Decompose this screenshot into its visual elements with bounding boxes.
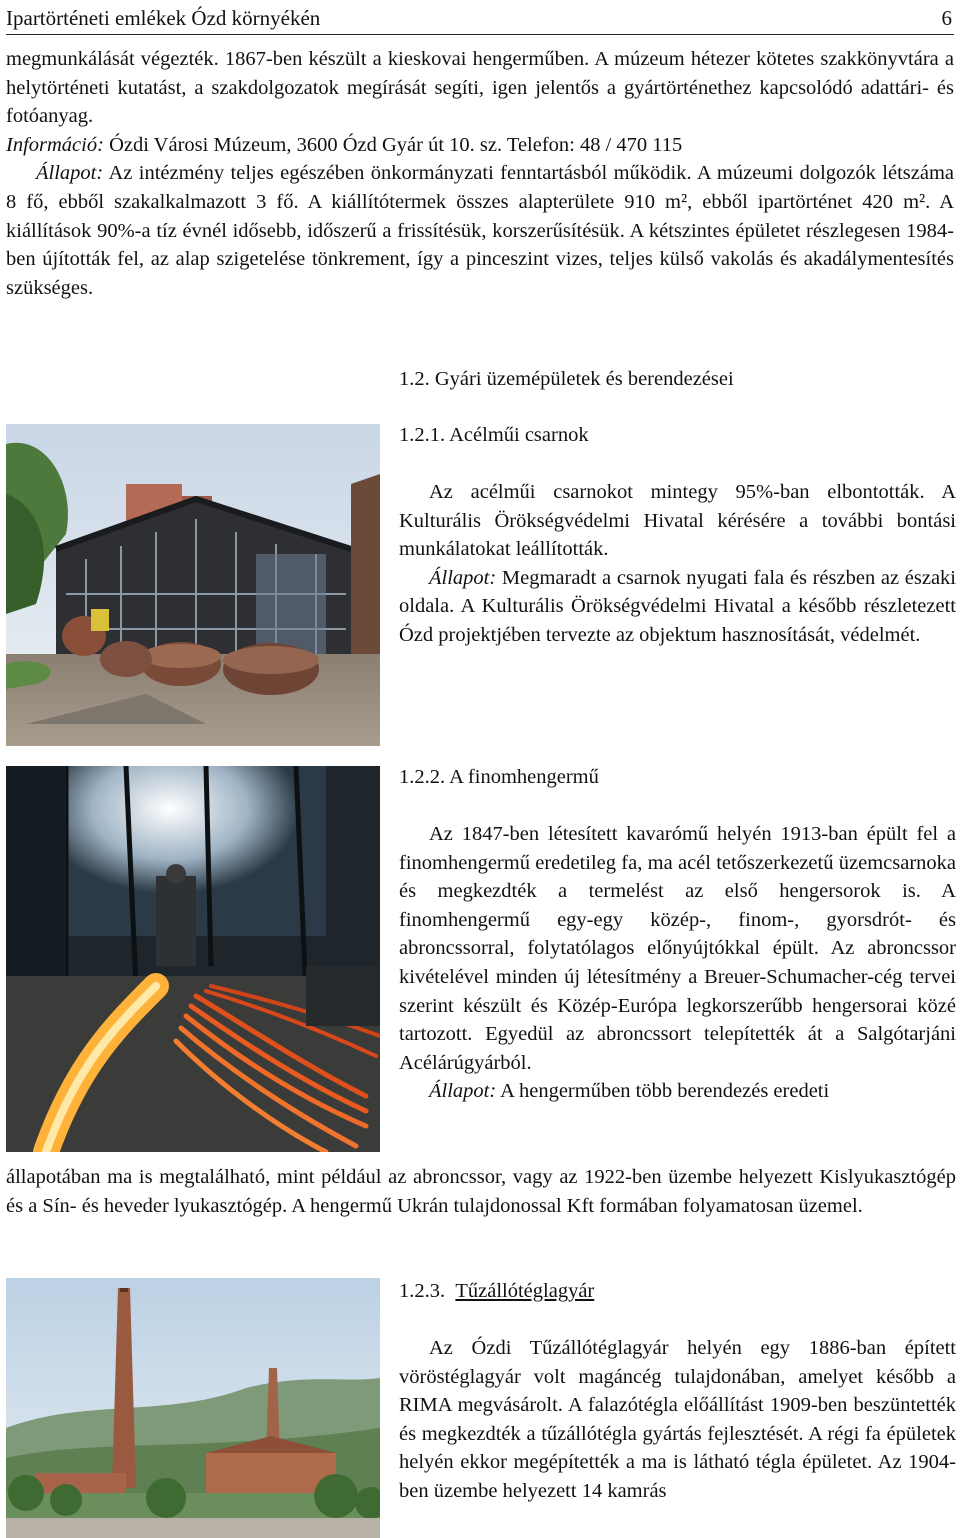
brickworks-text xyxy=(399,1334,956,1506)
section-heading-1-2-1: 1.2.1. Acélműi csarnok xyxy=(399,424,589,446)
section-heading-1-2: 1.2. Gyári üzemépületek és berendezései xyxy=(399,368,734,390)
status-label: Állapot: xyxy=(36,162,104,185)
status-label: Állapot: xyxy=(429,566,497,589)
steelworks-status: Állapot: Megmaradt a csarnok nyugati fala és részben az északi oldala. A Kulturális Örökségvédelmi Hivatal a később részletezett Ózd projektjében tervezte az objektum hasznosítását, védelmét. xyxy=(399,566,956,646)
header-title: Ipartörténeti emlékek Ózd környékén xyxy=(6,6,321,30)
info-label: Információ: xyxy=(6,133,104,156)
steelworks-text xyxy=(399,478,956,650)
rolling-mill-photo xyxy=(6,766,380,1152)
museum-text xyxy=(6,45,954,302)
rolling-mill-status: Állapot: A hengerműben több berendezés eredeti xyxy=(429,1080,830,1103)
status-label: Állapot: xyxy=(429,1080,497,1103)
museum-paragraph: megmunkálását végezték. 1867-ben készült a kieskovai hengerműben. A múzeum hétezer kötetes szakkönyvtára a helytörténeti kutatást, a szakdolgozatok megírását segíti, igen jelentős a gyártörténethez kapcsolódó adattári- és fotóanyag. xyxy=(6,48,954,128)
museum-status: Állapot: Az intézmény teljes egészében önkormányzati fenntartásból működik. A múzeumi dolgozók létszáma 8 fő, ebből szakalkalmazott 3 fő. A kiállítótermek összes alapterülete 910 m², ebből ipartörténet 420 m². A kiállítások 90%-a tíz évnél idősebb, időszerű a frissítésük, korszerűsítésük. A kétszintes épületet részlegesen 1984-ben újították fel, az alap szigetelése tönkrement, így a pinceszint vizes, teljes külső vakolás és akadálymentesítés szükséges. xyxy=(6,162,954,299)
section-title-underlined: Tűzállótéglagyár xyxy=(455,1280,595,1302)
brickworks-photo xyxy=(6,1278,380,1538)
steelworks-hall-photo xyxy=(6,424,380,746)
section-heading-1-2-2: 1.2.2. A finomhengermű xyxy=(399,766,599,788)
rolling-mill-status-continued: állapotában ma is megtalálható, mint például az abroncssor, vagy az 1922-ben üzembe helyezett Kislyukasztógép és a Sín- és heveder lyukasztógép. A hengermű Ukrán tulajdonossal Kft formában folyamatosan üzemel. xyxy=(6,1166,956,1217)
steelworks-paragraph: Az acélműi csarnokot mintegy 95%-ban elbontották. A Kulturális Örökségvédelmi Hivatal kérésére a további bontási munkálatokat leállították. xyxy=(399,481,956,561)
running-header xyxy=(6,4,954,35)
section-heading-1-2-3: 1.2.3. Tűzállótéglagyár xyxy=(399,1280,595,1302)
rolling-mill-paragraph: Az 1847-ben létesített kavarómű helyén 1913-ban épült fel a finomhengermű eredetileg fa, ma acél tetőszerkezetű üzemcsarnoka és megkezdték a termelést az első hengersorok is. A finomhengermű egy-egy közép-, finom-, gyorsdrót- és abroncssorral, folytatólagos előnyújtókkal épült. Az abroncssor kivételével minden új létesítmény a Breuer-Schumacher-cég tervei szerint készült és Közép-Európa legkorszerűbb hengersorai közé tartozott. Egyedül az abroncssort telepítették át a Salgótarjáni Acélárúgyárból. xyxy=(399,823,956,1074)
brickworks-paragraph: Az Ózdi Tűzállótéglagyár helyén egy 1886-ban épített vöröstéglagyár volt magáncég tulajdonában, amelyet később a RIMA megvásárolt. A falazótégla előállítást 1909-ben beszüntették és megkezdték a tűzállótégla gyártás fejlesztését. A régi fa épületek helyén ekkor megépítették a ma is látható tégla épületet. Az 1904-ben üzembe helyezett 14 kamrás xyxy=(399,1337,956,1502)
museum-info: Információ: Ózdi Városi Múzeum, 3600 Ózd Gyár út 10. sz. Telefon: 48 / 470 115 xyxy=(6,133,683,156)
rolling-mill-text xyxy=(399,820,956,1106)
page-number: 6 xyxy=(941,6,952,30)
